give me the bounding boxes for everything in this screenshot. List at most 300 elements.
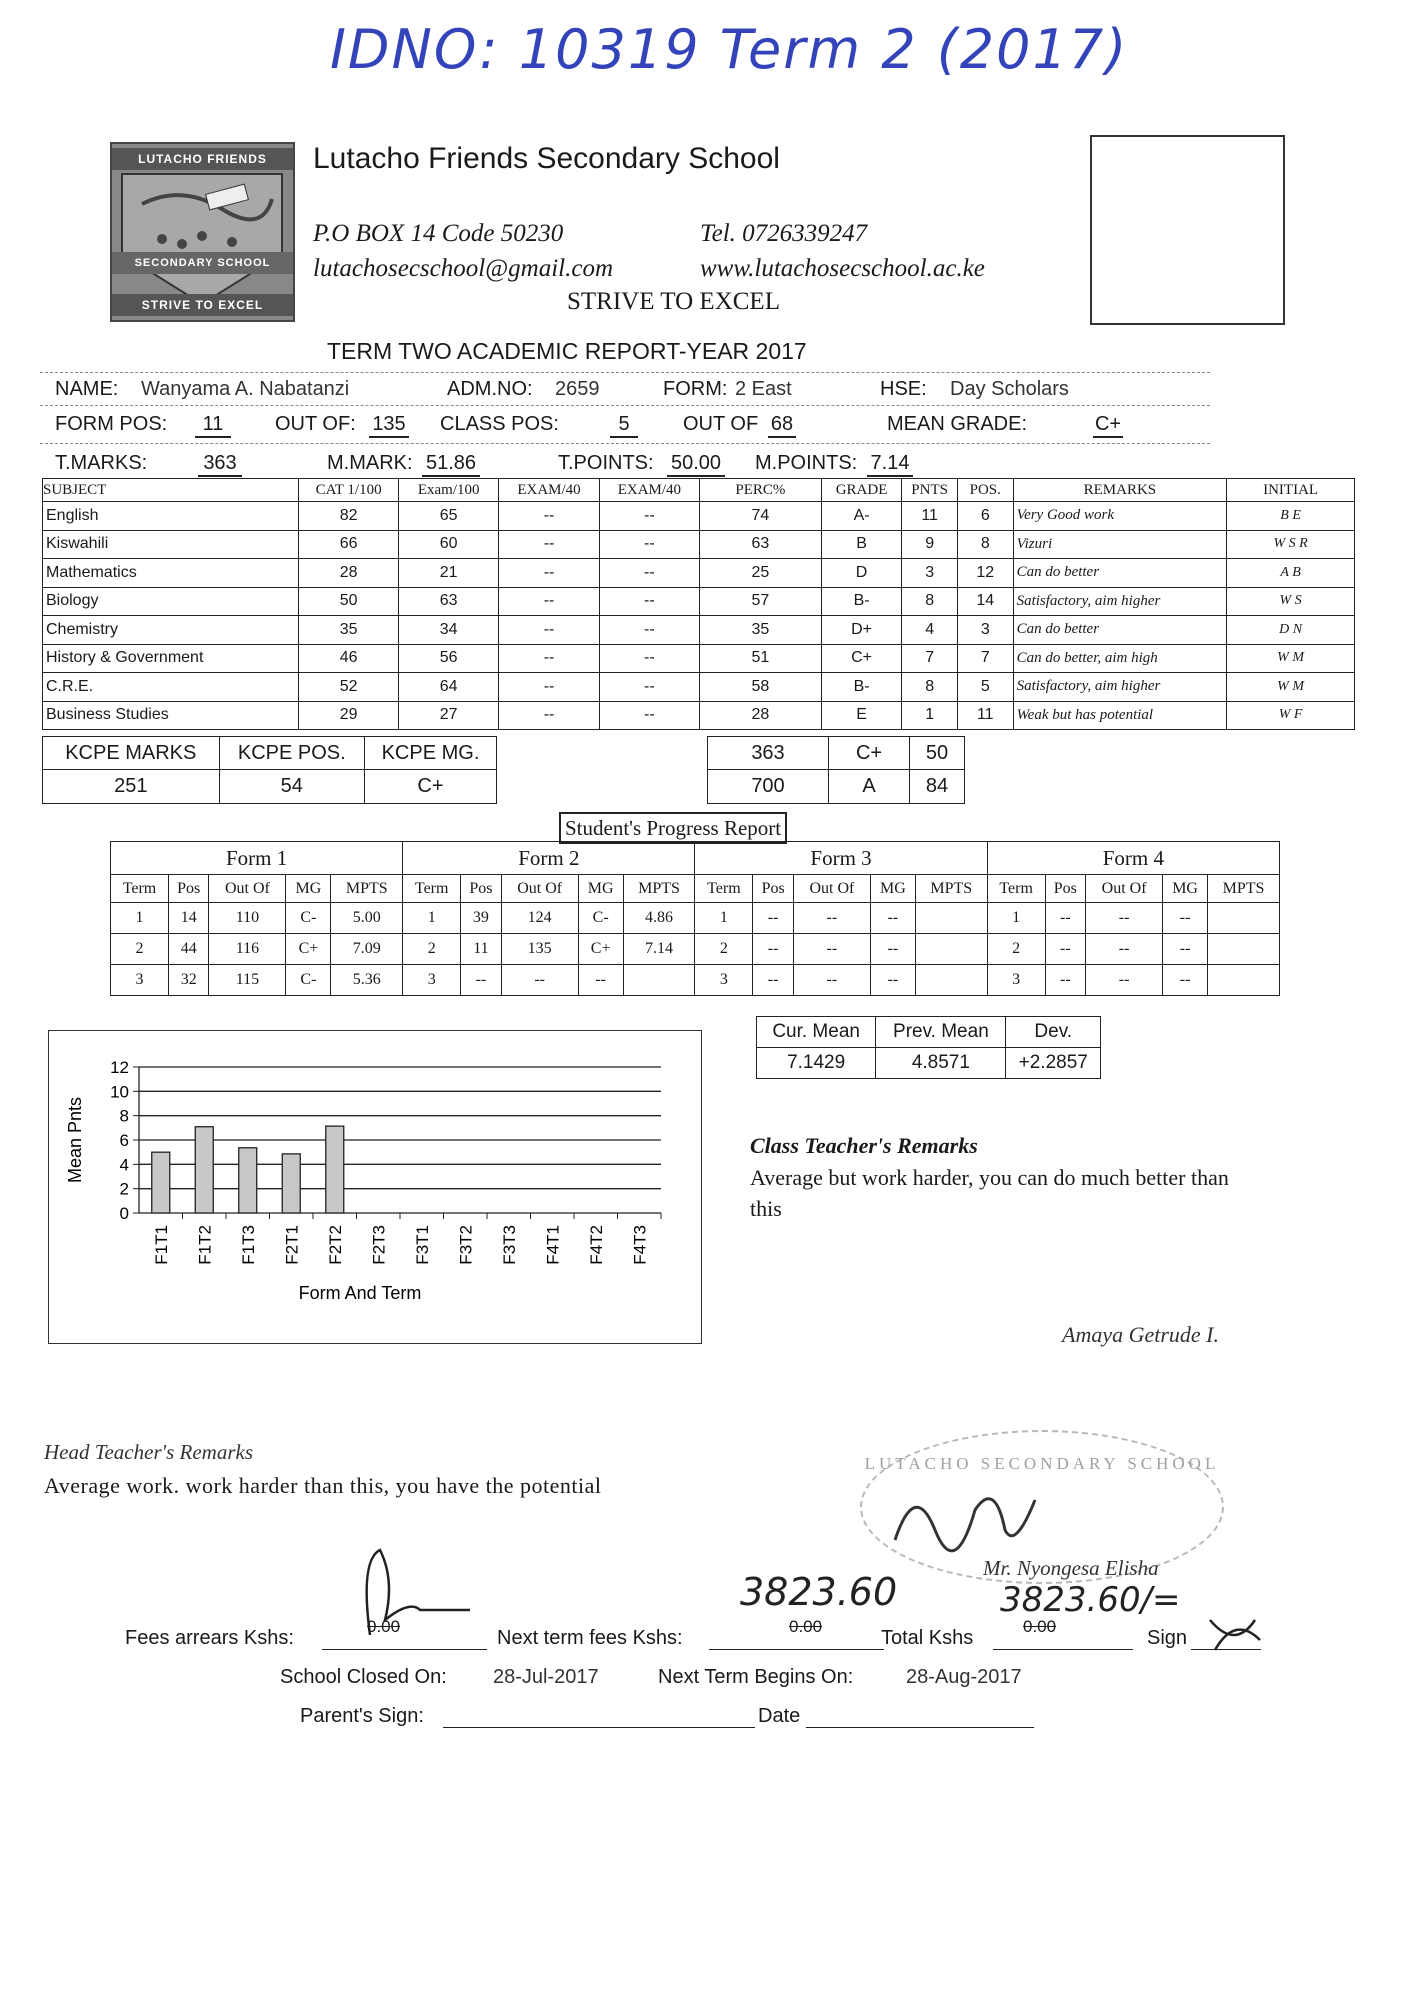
mean-points-chart (48, 1030, 702, 1344)
subject-cell: B- (821, 673, 902, 702)
subject-cell: 57 (700, 587, 822, 616)
subject-cell: History & Government (43, 644, 299, 673)
subject-cell: 50 (299, 587, 399, 616)
subject-cell: 56 (399, 644, 499, 673)
progress-col-header: Term (403, 875, 461, 903)
subject-cell: 34 (399, 616, 499, 645)
mean-summary-table (756, 1016, 1101, 1079)
progress-cell: -- (870, 965, 915, 996)
progress-cell: 2 (987, 934, 1045, 965)
logo-top-text: LUTACHO FRIENDS (112, 148, 293, 170)
progress-col-header: Out Of (793, 875, 870, 903)
progress-row (111, 965, 1280, 996)
progress-col-header: MG (578, 875, 623, 903)
class-teacher-name: Amaya Getrude I. (1062, 1322, 1220, 1347)
col-perc: PERC% (700, 479, 822, 502)
subject-cell: 12 (957, 559, 1013, 588)
subject-row (43, 673, 1355, 702)
date-line (806, 1705, 1034, 1728)
progress-cell (623, 965, 695, 996)
subject-cell: 82 (299, 502, 399, 531)
progress-col-header: Pos (461, 875, 501, 903)
mean-grade-label: MEAN GRADE: (887, 413, 1028, 435)
subject-cell: Weak but has potential (1013, 701, 1227, 730)
chart-x-tick-label: F2T3 (369, 1225, 389, 1265)
progress-cell: -- (1163, 965, 1208, 996)
progress-cell: 124 (501, 903, 578, 934)
subject-cell: 66 (299, 530, 399, 559)
chart-x-tick-label: F3T2 (456, 1225, 476, 1265)
form-pos-label: FORM POS: (55, 413, 168, 435)
subject-cell: -- (599, 530, 699, 559)
progress-cell: 110 (209, 903, 286, 934)
progress-cell: -- (753, 934, 793, 965)
subject-cell: 28 (700, 701, 822, 730)
progress-col-header: Term (695, 875, 753, 903)
subject-row (43, 502, 1355, 531)
progress-cell: -- (793, 934, 870, 965)
next-term-fees-line (709, 1617, 884, 1650)
next-term-begins-date: 28-Aug-2017 (906, 1666, 1022, 1688)
progress-col-header-row (111, 875, 1280, 903)
progress-col-header: MPTS (331, 875, 403, 903)
dates-row (280, 1666, 1080, 1696)
subject-cell: -- (599, 559, 699, 588)
out-of-value: 135 (369, 413, 409, 438)
progress-cell: -- (578, 965, 623, 996)
kcpe-marks-value: 251 (43, 770, 220, 804)
total-points: 50 (910, 737, 965, 770)
subject-row (43, 616, 1355, 645)
subject-cell: Very Good work (1013, 502, 1227, 531)
fees-arrears-line (322, 1617, 487, 1650)
progress-col-header: MG (870, 875, 915, 903)
progress-cell: C- (286, 965, 331, 996)
student-name: Wanyama A. Nabatanzi (141, 378, 350, 400)
student-house: Day Scholars (950, 378, 1069, 400)
progress-cell: -- (501, 965, 578, 996)
progress-forms-row (111, 842, 1280, 875)
col-pnts: PNTS (902, 479, 958, 502)
parent-sign-row (300, 1705, 1060, 1735)
progress-cell: 3 (695, 965, 753, 996)
subject-cell: 14 (957, 587, 1013, 616)
tpoints-label: T.POINTS: (558, 452, 654, 474)
progress-row (111, 903, 1280, 934)
school-logo (110, 142, 295, 322)
progress-cell (1208, 965, 1280, 996)
kcpe-mg-value: C+ (364, 770, 496, 804)
total-line (993, 1617, 1133, 1650)
progress-cell: 5.00 (331, 903, 403, 934)
student-photo-box (1090, 135, 1285, 325)
progress-cell: -- (870, 934, 915, 965)
subject-cell: 51 (700, 644, 822, 673)
progress-cell: 116 (209, 934, 286, 965)
kcpe-table (42, 736, 497, 804)
chart-bar (195, 1127, 213, 1213)
col-exam40b: EXAM/40 (599, 479, 699, 502)
progress-cell: -- (1045, 934, 1085, 965)
progress-row (111, 934, 1280, 965)
handwritten-id-term: IDNO: 10319 Term 2 (2017) (330, 18, 1129, 81)
progress-cell: 2 (695, 934, 753, 965)
hse-label: HSE: (880, 378, 927, 400)
kcpe-marks-header: KCPE MARKS (43, 737, 220, 770)
progress-cell: -- (753, 965, 793, 996)
progress-col-header: Term (111, 875, 169, 903)
progress-cell: -- (1086, 903, 1163, 934)
head-teacher-title: Head Teacher's Remarks (44, 1440, 254, 1464)
subject-cell: 3 (957, 616, 1013, 645)
class-pos-value: 5 (610, 413, 638, 438)
chart-x-tick-label: F3T3 (499, 1225, 519, 1265)
tmarks-label: T.MARKS: (55, 452, 148, 474)
subject-cell: A B (1227, 559, 1355, 588)
max-grade: A (829, 770, 910, 804)
subject-cell: B E (1227, 502, 1355, 531)
subject-cell: 25 (700, 559, 822, 588)
school-website: www.lutachosecschool.ac.ke (700, 255, 985, 282)
chart-x-tick-label: F1T1 (151, 1225, 171, 1265)
progress-form-3: Form 3 (695, 842, 987, 875)
subject-cell: 11 (902, 502, 958, 531)
subject-cell: Vizuri (1013, 530, 1227, 559)
subject-cell: Biology (43, 587, 299, 616)
class-teacher-title: Class Teacher's Remarks (750, 1133, 978, 1158)
class-out-of-value: 68 (768, 413, 796, 438)
subject-cell: -- (599, 587, 699, 616)
report-title: TERM TWO ACADEMIC REPORT-YEAR 2017 (327, 338, 807, 364)
subject-cell: 8 (902, 587, 958, 616)
subject-cell: -- (599, 616, 699, 645)
progress-col-header: Out Of (1086, 875, 1163, 903)
class-pos-label: CLASS POS: (440, 413, 559, 435)
subject-cell: 35 (700, 616, 822, 645)
subject-row (43, 701, 1355, 730)
sign-label: Sign (1147, 1627, 1188, 1649)
out-of-label: OUT OF: (275, 413, 356, 435)
subject-row (43, 530, 1355, 559)
subject-cell: 9 (902, 530, 958, 559)
subject-cell: 8 (902, 673, 958, 702)
col-exam100: Exam/100 (399, 479, 499, 502)
subjects-body (43, 502, 1355, 730)
progress-cell: 3 (987, 965, 1045, 996)
subject-cell: 5 (957, 673, 1013, 702)
kcpe-pos-value: 54 (219, 770, 364, 804)
kcpe-mg-header: KCPE MG. (364, 737, 496, 770)
mmark-label: M.MARK: (327, 452, 413, 474)
student-info-row-1 (55, 378, 1215, 408)
chart-y-tick-label: 2 (119, 1179, 129, 1199)
subject-cell: -- (499, 587, 599, 616)
sign-mark-icon (1205, 1610, 1265, 1655)
mpoints-value: 7.14 (867, 452, 913, 477)
subject-cell: 11 (957, 701, 1013, 730)
progress-cell: 115 (209, 965, 286, 996)
subject-cell: E (821, 701, 902, 730)
subject-cell: 63 (399, 587, 499, 616)
progress-col-header: Out Of (501, 875, 578, 903)
chart-x-tick-label: F4T1 (543, 1225, 563, 1265)
subject-cell: B (821, 530, 902, 559)
progress-form-1: Form 1 (111, 842, 403, 875)
subject-cell: 58 (700, 673, 822, 702)
progress-cell: -- (753, 903, 793, 934)
cur-mean-header: Cur. Mean (757, 1017, 876, 1048)
subject-cell: English (43, 502, 299, 531)
progress-cell: 2 (111, 934, 169, 965)
progress-cell: C- (578, 903, 623, 934)
school-closed-date: 28-Jul-2017 (493, 1666, 599, 1688)
col-cat: CAT 1/100 (299, 479, 399, 502)
subject-cell: 60 (399, 530, 499, 559)
tmarks-value: 363 (198, 452, 242, 477)
chart-y-tick-label: 10 (110, 1082, 129, 1102)
total-grade: C+ (829, 737, 910, 770)
progress-cell: -- (1086, 965, 1163, 996)
subject-cell: 6 (957, 502, 1013, 531)
chart-bar (239, 1148, 257, 1213)
subject-cell: W S (1227, 587, 1355, 616)
name-label: NAME: (55, 378, 119, 400)
progress-col-header: MG (1163, 875, 1208, 903)
progress-col-header: Term (987, 875, 1045, 903)
subject-cell: Business Studies (43, 701, 299, 730)
progress-col-header: Pos (753, 875, 793, 903)
subject-cell: C+ (821, 644, 902, 673)
progress-cell: 3 (403, 965, 461, 996)
subject-cell: 52 (299, 673, 399, 702)
subject-cell: 35 (299, 616, 399, 645)
subject-cell: -- (599, 502, 699, 531)
totals-table (707, 736, 965, 804)
progress-cell: -- (793, 903, 870, 934)
head-teacher-signature-icon (885, 1470, 1055, 1560)
subject-cell: Can do better (1013, 559, 1227, 588)
progress-cell (915, 965, 987, 996)
next-term-fees-value: 0.00 (789, 1617, 823, 1636)
chart-x-tick-label: F2T1 (282, 1225, 302, 1265)
subject-cell: -- (499, 644, 599, 673)
col-exam40a: EXAM/40 (499, 479, 599, 502)
student-info-row-2 (55, 413, 1215, 443)
head-teacher-remark: Average work. work harder than this, you have the potential (44, 1473, 602, 1498)
prev-mean-header: Prev. Mean (876, 1017, 1006, 1048)
subject-cell: B- (821, 587, 902, 616)
progress-cell: C+ (286, 934, 331, 965)
progress-cell: 14 (168, 903, 208, 934)
subject-cell: Kiswahili (43, 530, 299, 559)
chart-y-tick-label: 12 (110, 1058, 129, 1077)
mpoints-label: M.POINTS: (755, 452, 858, 474)
progress-cell: 5.36 (331, 965, 403, 996)
parent-sign-line (443, 1705, 755, 1728)
progress-cell: 4.86 (623, 903, 695, 934)
school-email: lutachosecschool@gmail.com (313, 255, 614, 282)
progress-col-header: MPTS (1208, 875, 1280, 903)
stamp-text: LUTACHO SECONDARY SCHOOL (864, 1454, 1220, 1473)
logo-mid-text: SECONDARY SCHOOL (112, 252, 293, 274)
subject-cell: 63 (700, 530, 822, 559)
cur-mean-value: 7.1429 (757, 1048, 876, 1079)
col-grade: GRADE (821, 479, 902, 502)
progress-cell: -- (1163, 934, 1208, 965)
mean-grade-value: C+ (1093, 413, 1123, 438)
adm-label: ADM.NO: (447, 378, 533, 400)
progress-col-header: Pos (168, 875, 208, 903)
progress-cell: 135 (501, 934, 578, 965)
progress-cell (1208, 903, 1280, 934)
next-term-fees-handwritten: 3823.60 (740, 1570, 898, 1614)
subject-cell: 64 (399, 673, 499, 702)
subject-cell: A- (821, 502, 902, 531)
progress-cell: -- (1045, 965, 1085, 996)
progress-report-title: Student's Progress Report (559, 812, 787, 844)
chart-bar (326, 1126, 344, 1213)
subject-cell: -- (499, 502, 599, 531)
subject-row (43, 644, 1355, 673)
subject-cell: 1 (902, 701, 958, 730)
subject-cell: 3 (902, 559, 958, 588)
subject-cell: 28 (299, 559, 399, 588)
total-label: Total Kshs (881, 1627, 974, 1649)
progress-cell: 39 (461, 903, 501, 934)
progress-body (111, 903, 1280, 996)
subject-cell: 7 (902, 644, 958, 673)
progress-cell: -- (1163, 903, 1208, 934)
form-label: FORM: (663, 378, 728, 400)
chart-bar (152, 1152, 170, 1213)
progress-cell (1208, 934, 1280, 965)
tpoints-value: 50.00 (667, 452, 725, 477)
subject-cell: Chemistry (43, 616, 299, 645)
progress-form-4: Form 4 (987, 842, 1279, 875)
subject-cell: Can do better (1013, 616, 1227, 645)
kcpe-pos-header: KCPE POS. (219, 737, 364, 770)
subject-cell: D (821, 559, 902, 588)
progress-cell (915, 903, 987, 934)
progress-cell: 7.14 (623, 934, 695, 965)
chart-x-tick-label: F3T1 (412, 1225, 432, 1265)
progress-cell: 11 (461, 934, 501, 965)
dev-value: +2.2857 (1006, 1048, 1101, 1079)
progress-cell: 1 (695, 903, 753, 934)
progress-cell: 1 (111, 903, 169, 934)
fees-arrears-label: Fees arrears Kshs: (125, 1627, 294, 1649)
chart-x-axis-label: Form And Term (298, 1283, 422, 1303)
col-pos: POS. (957, 479, 1013, 502)
chart-x-tick-label: F4T3 (630, 1225, 650, 1265)
progress-table (110, 841, 1280, 996)
subject-cell: 27 (399, 701, 499, 730)
max-marks: 700 (708, 770, 829, 804)
progress-col-header: MPTS (915, 875, 987, 903)
form-pos-value: 11 (195, 413, 231, 438)
subject-cell: -- (499, 616, 599, 645)
subject-cell: 7 (957, 644, 1013, 673)
subject-cell: D+ (821, 616, 902, 645)
student-form: 2 East (735, 378, 792, 400)
subject-cell: 74 (700, 502, 822, 531)
progress-cell: 32 (168, 965, 208, 996)
school-motto: STRIVE TO EXCEL (567, 288, 780, 315)
subjects-table (42, 478, 1355, 730)
class-teacher-remark: Average but work harder, you can do much better than this (750, 1165, 1229, 1221)
subject-cell: W S R (1227, 530, 1355, 559)
school-closed-label: School Closed On: (280, 1666, 447, 1688)
progress-cell: -- (793, 965, 870, 996)
max-points: 84 (910, 770, 965, 804)
subject-cell: D N (1227, 616, 1355, 645)
school-name: Lutacho Friends Secondary School (313, 142, 780, 175)
logo-bottom-text: STRIVE TO EXCEL (112, 294, 293, 316)
progress-cell: C+ (578, 934, 623, 965)
subject-cell: -- (599, 644, 699, 673)
adm-number: 2659 (555, 378, 600, 400)
next-term-begins-label: Next Term Begins On: (658, 1666, 854, 1688)
subject-cell: 29 (299, 701, 399, 730)
subject-cell: Can do better, aim high (1013, 644, 1227, 673)
prev-mean-value: 4.8571 (876, 1048, 1006, 1079)
progress-cell: -- (1045, 903, 1085, 934)
progress-cell: -- (461, 965, 501, 996)
chart-y-tick-label: 4 (119, 1155, 129, 1175)
subject-cell: 46 (299, 644, 399, 673)
fees-arrears-value: 0.00 (367, 1617, 401, 1636)
subject-cell: 65 (399, 502, 499, 531)
subject-row (43, 587, 1355, 616)
progress-cell: 7.09 (331, 934, 403, 965)
total-marks: 363 (708, 737, 829, 770)
subject-cell: 21 (399, 559, 499, 588)
dev-header: Dev. (1006, 1017, 1101, 1048)
progress-col-header: MPTS (623, 875, 695, 903)
subject-cell: 8 (957, 530, 1013, 559)
progress-cell: C- (286, 903, 331, 934)
subject-cell: Satisfactory, aim higher (1013, 673, 1227, 702)
progress-cell: 1 (403, 903, 461, 934)
mmark-value: 51.86 (422, 452, 480, 477)
subject-row (43, 559, 1355, 588)
subject-cell: -- (499, 559, 599, 588)
progress-cell (915, 934, 987, 965)
subject-cell: 4 (902, 616, 958, 645)
progress-cell: 3 (111, 965, 169, 996)
col-remarks: REMARKS (1013, 479, 1227, 502)
subject-cell: Satisfactory, aim higher (1013, 587, 1227, 616)
parent-sign-label: Parent's Sign: (300, 1705, 424, 1727)
chart-x-tick-label: F4T2 (586, 1225, 606, 1265)
progress-cell: -- (1086, 934, 1163, 965)
subject-cell: -- (499, 530, 599, 559)
chart-bar (282, 1154, 300, 1213)
col-subject: SUBJECT (43, 479, 299, 502)
total-fees-handwritten: 3823.60/= (1000, 1580, 1181, 1620)
chart-y-tick-label: 8 (119, 1106, 129, 1126)
progress-col-header: Pos (1045, 875, 1085, 903)
chart-x-tick-label: F2T2 (325, 1225, 345, 1265)
chart-x-tick-label: F1T3 (238, 1225, 258, 1265)
subject-cell: W M (1227, 673, 1355, 702)
progress-cell: -- (870, 903, 915, 934)
progress-col-header: MG (286, 875, 331, 903)
subject-cell: -- (499, 701, 599, 730)
subject-cell: W F (1227, 701, 1355, 730)
school-tel: Tel. 0726339247 (700, 220, 868, 247)
progress-cell: 2 (403, 934, 461, 965)
